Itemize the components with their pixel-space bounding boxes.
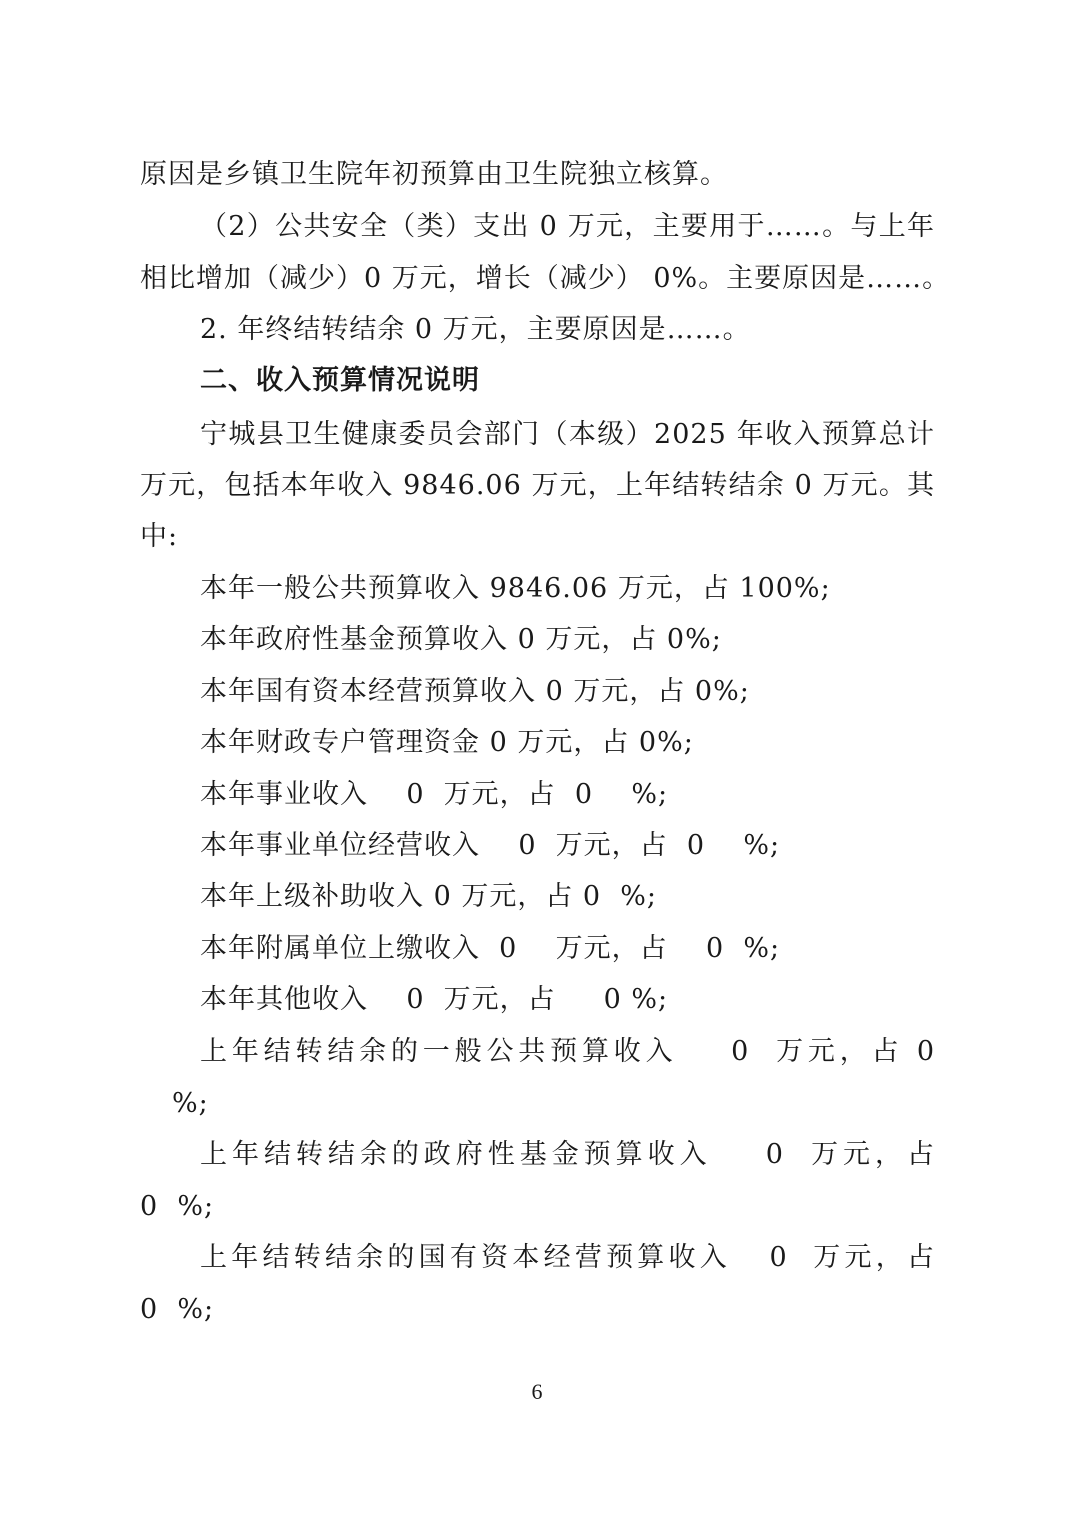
list-item: 本年国有资本经营预算收入 0 万元，占 0%; xyxy=(200,676,750,707)
list-item-continuation: %; xyxy=(172,1088,209,1119)
list-item: 上年结转结余的一般公共预算收入 0 万元，占 0 xyxy=(200,1036,935,1067)
list-item: 上年结转结余的政府性基金预算收入 0 万元，占 xyxy=(200,1139,935,1170)
list-item: 本年财政专户管理资金 0 万元，占 0%; xyxy=(200,727,694,758)
body-line: 2. 年终结转结余 0 万元，主要原因是……。 xyxy=(200,314,751,345)
list-item: 本年其他收入 0 万元，占 0 %; xyxy=(200,984,669,1015)
list-item: 本年政府性基金预算收入 0 万元，占 0%; xyxy=(200,624,722,655)
body-line: 万元，包括本年收入 9846.06 万元，上年结转结余 0 万元。其 xyxy=(140,470,935,501)
page-number: 6 xyxy=(531,1379,543,1404)
list-item: 本年上级补助收入 0 万元，占 0 %; xyxy=(200,881,658,912)
section-heading: 二、收入预算情况说明 xyxy=(200,365,480,396)
list-item: 上年结转结余的国有资本经营预算收入 0 万元，占 xyxy=(200,1242,935,1273)
body-line: 相比增加（减少）0 万元，增长（减少） 0%。主要原因是……。 xyxy=(140,263,951,294)
body-line: （2）公共安全（类）支出 0 万元，主要用于……。与上年 xyxy=(200,211,935,242)
list-item-continuation: 0 %; xyxy=(140,1191,215,1222)
list-item: 本年一般公共预算收入 9846.06 万元，占 100%; xyxy=(200,573,831,604)
body-line: 中: xyxy=(140,521,179,552)
list-item-continuation: 0 %; xyxy=(140,1294,215,1325)
list-item: 本年事业收入 0 万元，占 0 %; xyxy=(200,779,669,810)
body-line: 宁城县卫生健康委员会部门（本级）2025 年收入预算总计 xyxy=(200,419,935,450)
body-line: 原因是乡镇卫生院年初预算由卫生院独立核算。 xyxy=(140,159,728,190)
list-item: 本年事业单位经营收入 0 万元，占 0 %; xyxy=(200,830,781,861)
list-item: 本年附属单位上缴收入 0 万元，占 0 %; xyxy=(200,933,781,964)
